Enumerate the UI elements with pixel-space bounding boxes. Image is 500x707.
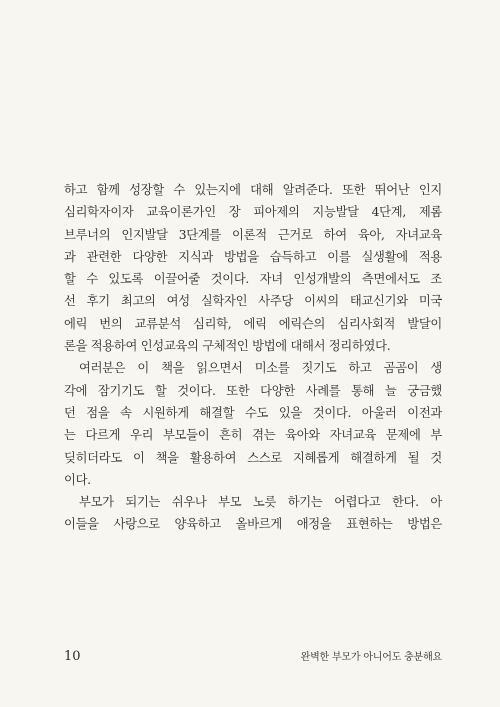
page-footer bbox=[64, 648, 442, 664]
paragraph-3 bbox=[64, 491, 442, 536]
text-line: 에릭 번의 교류분석 심리학, 에릭 에릭슨의 심리사회적 발달이 bbox=[64, 316, 442, 331]
text-line: 론을 적용하여 인성교육의 구체적인 방법에 대해서 정리하였다. bbox=[64, 339, 391, 354]
text-line: 과 관련한 다양한 지식과 방법을 습득하고 이를 실생활에 적용 bbox=[64, 249, 442, 264]
text-line: 각에 잠기기도 할 것이다. 또한 다양한 사례를 통해 늘 궁금했 bbox=[64, 383, 442, 398]
paragraph-1 bbox=[64, 179, 442, 357]
text-line: 이다. bbox=[64, 472, 91, 487]
text-line: 할 수 있도록 이끌어줄 것이다. 자녀 인성개발의 측면에서도 조 bbox=[64, 272, 442, 287]
text-line: 는 다르게 우리 부모들이 흔히 겪는 육아와 자녀교육 문제에 부 bbox=[64, 428, 442, 443]
text-line: 부모가 되기는 쉬우나 부모 노릇 하기는 어렵다고 한다. 아 bbox=[79, 495, 442, 510]
page-number: 10 bbox=[64, 649, 81, 664]
text-line: 심리학자이자 교육이론가인 장 피아제의 지능발달 4단계, 제롬 bbox=[64, 205, 442, 220]
text-line: 브루너의 인지발달 3단계를 이론적 근거로 하여 육아, 자녀교육 bbox=[64, 227, 442, 242]
text-line: 딪히더라도 이 책을 활용하여 스스로 지혜롭게 해결하게 될 것 bbox=[64, 450, 442, 465]
paragraph-2 bbox=[64, 357, 442, 491]
body-text bbox=[64, 179, 442, 536]
text-line: 선 후기 최고의 여성 실학자인 사주당 이씨의 태교신기와 미국 bbox=[64, 294, 442, 309]
text-line: 하고 함께 성장할 수 있는지에 대해 알려준다. 또한 뛰어난 인지 bbox=[64, 183, 442, 197]
text-line: 여러분은 이 책을 읽으면서 미소를 짓기도 하고 곰곰이 생 bbox=[79, 361, 442, 376]
text-line: 이들을 사랑으로 양육하고 올바르게 애정을 표현하는 방법은 bbox=[64, 517, 442, 532]
text-line: 던 점을 속 시원하게 해결할 수도 있을 것이다. 아울러 이전과 bbox=[64, 405, 442, 420]
running-title: 완벽한 부모가 아니어도 충분해요 bbox=[300, 652, 442, 663]
